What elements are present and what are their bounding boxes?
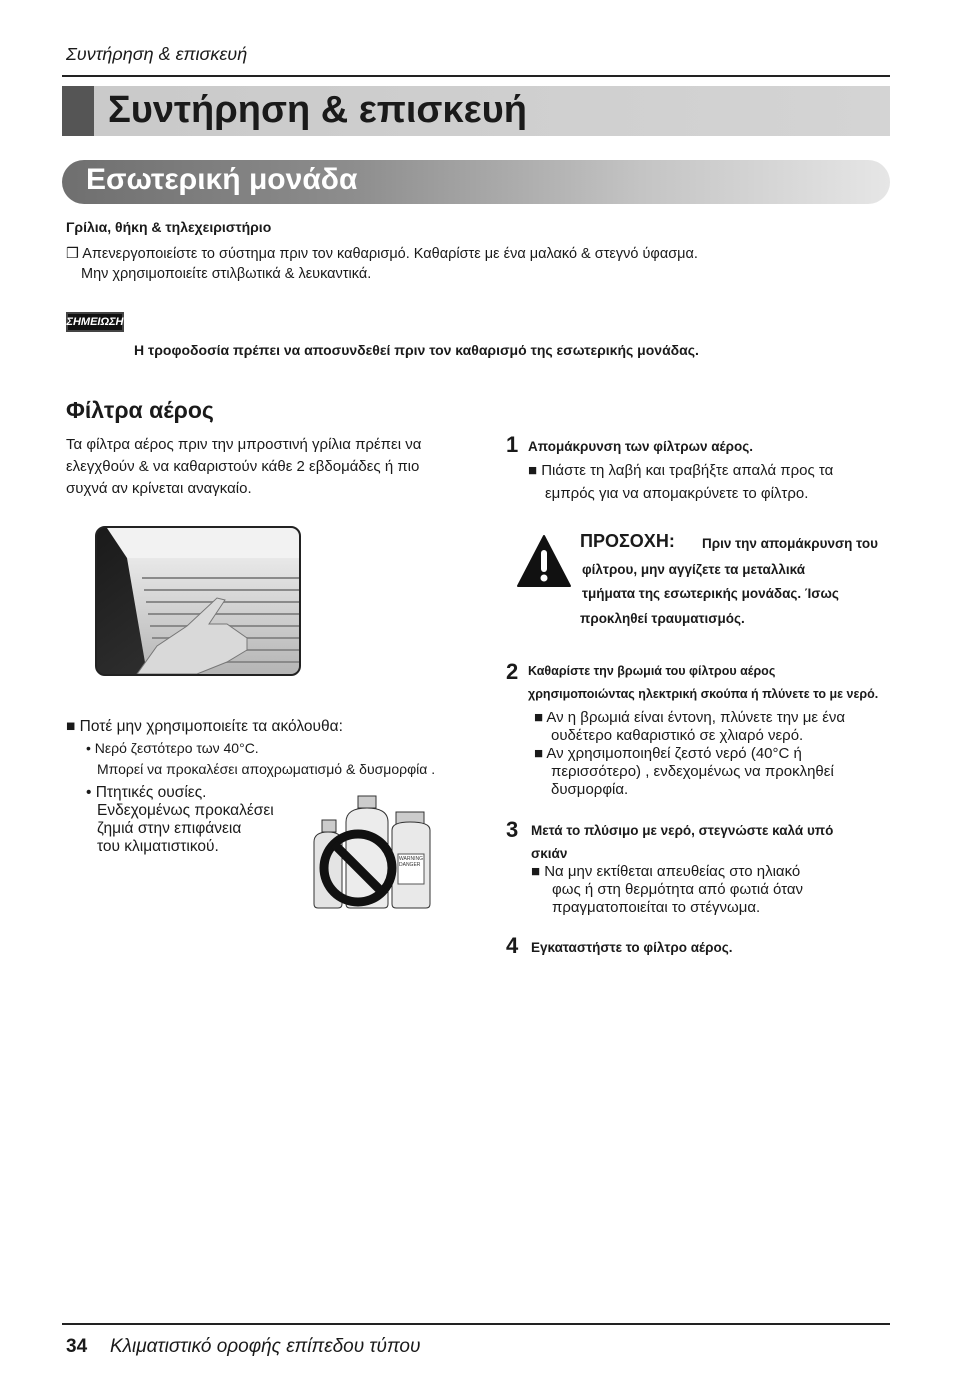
grille-instructions-line: Μην χρησιμοποιείτε στιλβωτικά & λευκαντικά. xyxy=(81,266,372,282)
warning-icon xyxy=(516,534,572,588)
step-text-line: ουδέτερο καθαριστικό σε χλιαρό νερό. xyxy=(551,727,804,744)
no-chemicals-icon xyxy=(306,792,434,910)
step-text-line: ■ Αν η βρωμιά είναι έντονη, πλύνετε την με ένα xyxy=(534,709,846,726)
never-use-label: ■ Ποτέ μην χρησιμοποιείτε τα ακόλουθα: xyxy=(66,718,343,735)
step-text-line: πραγματοποιείται το στέγνωμα. xyxy=(552,899,761,916)
filter-removal-illustration xyxy=(97,528,299,674)
step-text-line: ■ Πιάστε τη λαβή και τραβήξτε απαλά προς τα xyxy=(528,462,834,479)
caution-text: Πριν την απομάκρυνση του xyxy=(702,536,878,551)
step-2-title: Καθαρίστε την βρωμιά του φίλτρου αέρος xyxy=(528,664,776,678)
step-4-title: Εγκαταστήστε το φίλτρο αέρος. xyxy=(531,940,733,955)
running-head: Συντήρηση & επισκευή xyxy=(66,44,248,64)
filters-intro xyxy=(66,434,456,500)
volatile-line: του κλιματιστικού. xyxy=(97,838,219,855)
step-text-line: ■ Να μην εκτίθεται απευθείας στο ηλιακό xyxy=(531,863,801,880)
step-3-number: 3 xyxy=(506,817,519,842)
filters-heading: Φίλτρα αέρος xyxy=(66,397,214,423)
no-chemicals-illustration xyxy=(306,792,434,910)
caution-text: προκληθεί τραυματισμός. xyxy=(580,611,745,626)
filters-intro-line: συχνά αν κρίνεται αναγκαίο. xyxy=(66,480,252,497)
filters-intro-line: Τα φίλτρα αέρος πριν την μπροστινή γρίλια πρέπει να xyxy=(66,436,422,453)
volatile-line: ζημιά στην επιφάνεια xyxy=(97,820,242,837)
step-text-line: δυσμορφία. xyxy=(551,781,629,798)
step-text-line: ■ Αν χρησιμοποιηθεί ζεστό νερό (40°C ή xyxy=(534,745,802,762)
step-2-title: χρησιμοποιώντας ηλεκτρική σκούπα ή πλύνετε το με νερό. xyxy=(528,687,879,701)
step-2-number: 2 xyxy=(506,659,519,684)
volatile-line: Ενδεχομένως προκαλέσει xyxy=(97,802,274,819)
caution-text: τμήματα της εσωτερικής μονάδας. Ίσως xyxy=(582,586,839,601)
subsection-heading: Γρίλια, θήκη & τηλεχειριστήριο xyxy=(66,219,272,235)
section-title: Εσωτερική μονάδα xyxy=(86,163,358,196)
step-1-title: Απομάκρυνση των φίλτρων αέρος. xyxy=(528,439,754,454)
page-number: 34 xyxy=(66,1336,88,1357)
step-3-title: σκιάν xyxy=(531,846,568,861)
hot-water-note: Μπορεί να προκαλέσει αποχρωματισμό & δυσμορφία . xyxy=(97,761,436,777)
step-text-line: εμπρός για να απομακρύνετε το φίλτρο. xyxy=(545,485,809,502)
step-1-number: 1 xyxy=(506,432,519,457)
title-accent-block xyxy=(62,86,94,136)
grille-instructions xyxy=(66,244,698,284)
volatile-line: • Πτητικές ουσίες. xyxy=(86,784,207,801)
step-3-text xyxy=(531,863,803,917)
step-text-line: περισσότερο) , ενδεχομένως να προκληθεί xyxy=(551,763,834,780)
footer-title: Κλιματιστικό οροφής επίπεδου τύπου xyxy=(110,1336,421,1357)
step-3-title: Μετά το πλύσιμο με νερό, στεγνώστε καλά υπό xyxy=(531,823,834,838)
filters-intro-line: ελεγχθούν & να καθαριστούν κάθε 2 εβδομάδες ή πιο xyxy=(66,458,420,475)
page-title: Συντήρηση & επισκευή xyxy=(108,89,527,131)
step-text-line: φως ή στη θερμότητα από φωτιά όταν xyxy=(552,881,804,898)
grille-instructions-line: ❒ Απενεργοποιείστε το σύστημα πριν τον καθαρισμό. Καθαρίστε με ένα μαλακό & στεγνό ύφασμα. xyxy=(66,246,698,262)
step-1-text xyxy=(528,459,833,505)
top-divider xyxy=(62,75,890,77)
note-text: Η τροφοδοσία πρέπει να αποσυνδεθεί πριν τον καθαρισμό της εσωτερικής μονάδας. xyxy=(134,342,699,358)
filter-removal-photo xyxy=(95,526,301,676)
caution-text: φίλτρου, μην αγγίζετε τα μεταλλικά xyxy=(582,562,805,577)
bottom-divider xyxy=(62,1323,890,1325)
step-2-text xyxy=(534,709,845,799)
caution-label: ΠΡΟΣΟΧΗ: xyxy=(580,531,675,551)
volatile-item xyxy=(86,784,274,856)
hot-water-item: • Νερό ζεστότερο των 40°C. xyxy=(86,740,259,756)
note-badge: ΣΗΜΕΙΩΣΗ xyxy=(66,312,124,332)
bottle-label: WARNING DANGER xyxy=(399,856,423,868)
step-4-number: 4 xyxy=(506,933,519,958)
